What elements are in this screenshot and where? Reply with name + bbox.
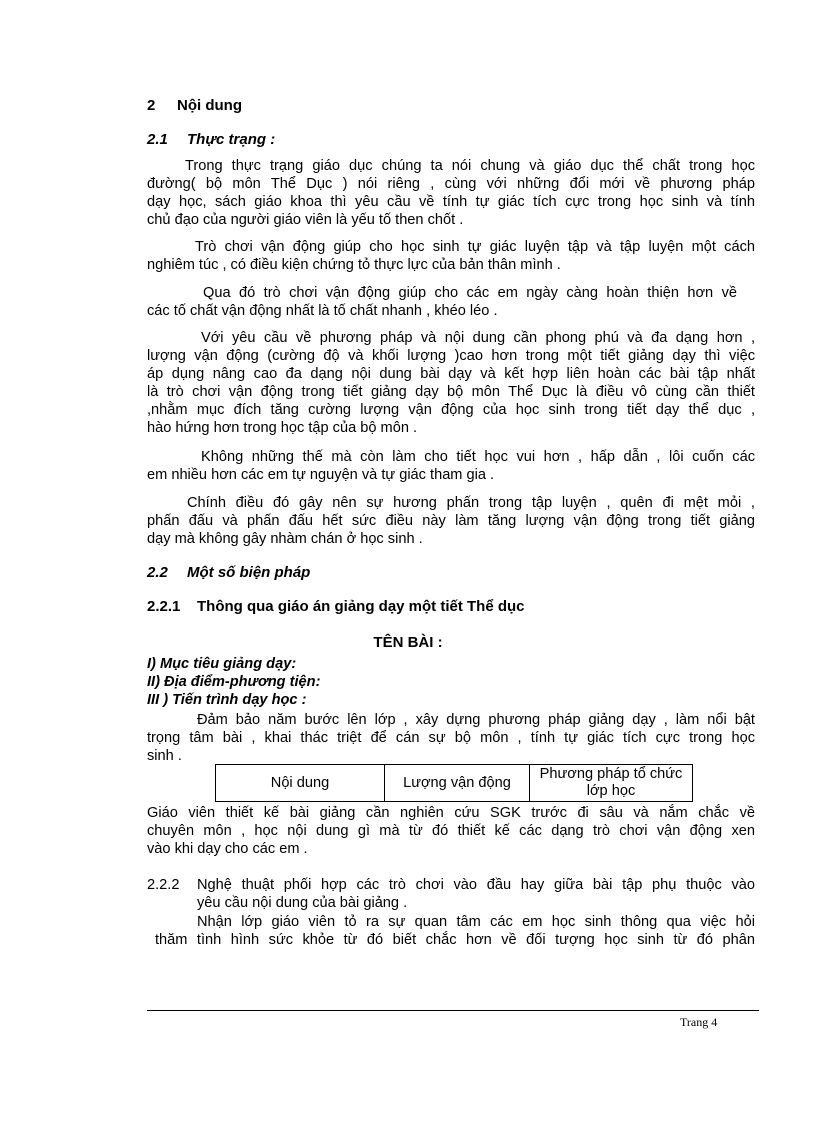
table-header-load: Lượng vận động [385,765,530,802]
heading-section-2-1 [147,131,275,149]
text-line: hào hứng hơn trong học tập của bộ môn . [147,420,418,436]
paragraph-class-start [147,913,755,949]
text-line: phấn đấu và phấn đấu hết sức điều này làm tăng lượng vận động trong tiết giảng [147,513,755,529]
lesson-plan-table [215,764,693,802]
text-line: dạy học, sách giáo khoa thì yêu cầu về tính tự giác tích cực trong học sinh và tính [147,194,755,210]
heading-title: Thông qua giáo án giảng dạy một tiết Thể dục [197,598,525,615]
text-line: Nghệ thuật phối hợp các trò chơi vào đầu hay giữa bài tập phụ thuộc vào [197,877,755,893]
text-line: thăm tình hình sức khỏe từ đó biết chắc hơn về đối tượng học sinh từ đó phân [155,932,755,948]
label-teaching-process: III ) Tiến trình dạy học : [147,692,307,708]
lesson-title: TÊN BÀI : [373,634,443,651]
paragraph-section-2-2-2 [147,876,755,912]
text-line: yêu cầu nội dung của bài giảng . [197,895,408,911]
heading-title: Nội dung [177,97,242,114]
text-line: vào khi dạy cho các em . [147,841,308,857]
table-row [216,765,693,802]
text-line: Không những thế mà còn làm cho tiết học vui hơn , hấp dẫn , lôi cuốn các [201,449,755,465]
text-line: em nhiều hơn các em tự nguyện và tự giác tham gia . [147,467,495,483]
text-line: Đảm bảo năm bước lên lớp , xây dựng phương pháp giảng dạy , làm nổi bật [197,712,755,728]
heading-title: Thực trạng : [187,131,276,148]
text-line: Chính điều đó gây nên sự hương phấn trong tập luyện , quên đi mệt mỏi , [187,495,755,511]
heading-number: 2.1 [147,131,168,148]
paragraph-reality-5 [147,448,755,484]
heading-number: 2.2.2 [147,877,180,893]
paragraph-reality-2 [147,238,755,274]
table-header-content: Nội dung [216,765,385,802]
heading-number: 2.2 [147,564,168,581]
paragraph-reality-3 [147,284,737,320]
text-line: chủ đạo của người giáo viên là yếu tố then chốt . [147,212,464,228]
text-line: Giáo viên thiết kế bài giảng cần nghiên cứu SGK trước đi sâu và nắm chắc về [147,805,755,821]
paragraph-reality-1 [147,157,755,229]
text-line: Nhận lớp giáo viên tỏ ra sự quan tâm các em học sinh thông qua việc hỏi [197,914,755,930]
text-line: dạy mà không gây nhàm chán ở học sinh . [147,531,423,547]
text-line: Với yêu cầu về phương pháp và nội dung cần phong phú và đa dạng hơn , [201,330,755,346]
heading-section-2 [147,97,242,115]
paragraph-reality-6 [147,494,755,548]
text-line: chuyên môn , học nội dung gì mà từ đó thiết kế các dạng trò chơi vận động xen [147,823,755,839]
text-line: trọng tâm bài , khai thác triệt để cán sự bộ môn , tính tự giác tích cực trong học [147,730,755,746]
page-number: Trang 4 [680,1015,718,1029]
text-line: Trong thực trạng giáo dục chúng ta nói chung và giáo dục thể chất trong học [185,158,755,174]
text-line: các tố chất vận động nhất là tố chất nhanh , khéo léo . [147,303,498,319]
label-objectives: I) Mục tiêu giảng dạy: [147,656,297,672]
text-line: sinh . [147,748,182,764]
text-line: đường( bộ môn Thể Dục ) nói riêng , cùng với những đổi mới về phương pháp [147,176,755,192]
text-line: Trò chơi vận động giúp cho học sinh tự giác luyện tập và tập luyện một cách [195,239,755,255]
heading-section-2-2 [147,564,310,582]
paragraph-teacher-design [147,804,755,858]
text-line: là trò chơi vận động trong tiết giảng dạy bộ môn Thể Dục là điều vô cùng cần thiết [147,384,755,400]
text-line: nghiêm túc , có điều kiện chứng tỏ thực lực của bản thân mình . [147,257,561,273]
paragraph-process [147,711,755,765]
heading-title: Một số biện pháp [187,564,311,581]
text-line: ,nhằm mục đích tăng cường lượng vận động của học sinh trong tiết dạy thể dục , [147,402,755,418]
footer-divider [147,1010,759,1011]
paragraph-reality-4 [147,329,755,437]
heading-number: 2.2.1 [147,598,181,615]
text-line: Qua đó trò chơi vận động giúp cho các em ngày càng hoàn thiện hơn về [203,285,737,301]
label-location-equipment: II) Địa điểm-phương tiện: [147,674,321,690]
heading-section-2-2-1 [147,598,525,616]
text-line: áp dụng nâng cao đa dạng nội dung bài dạy và kết hợp liên hoàn các bài tập nhất [147,366,755,382]
text-line: lượng vận động (cường độ và khối lượng )cao hơn trong một tiết giảng dạy thì việc [147,348,755,364]
heading-number: 2 [147,97,156,114]
table-header-method: Phương pháp tổ chức lớp học [530,765,693,802]
